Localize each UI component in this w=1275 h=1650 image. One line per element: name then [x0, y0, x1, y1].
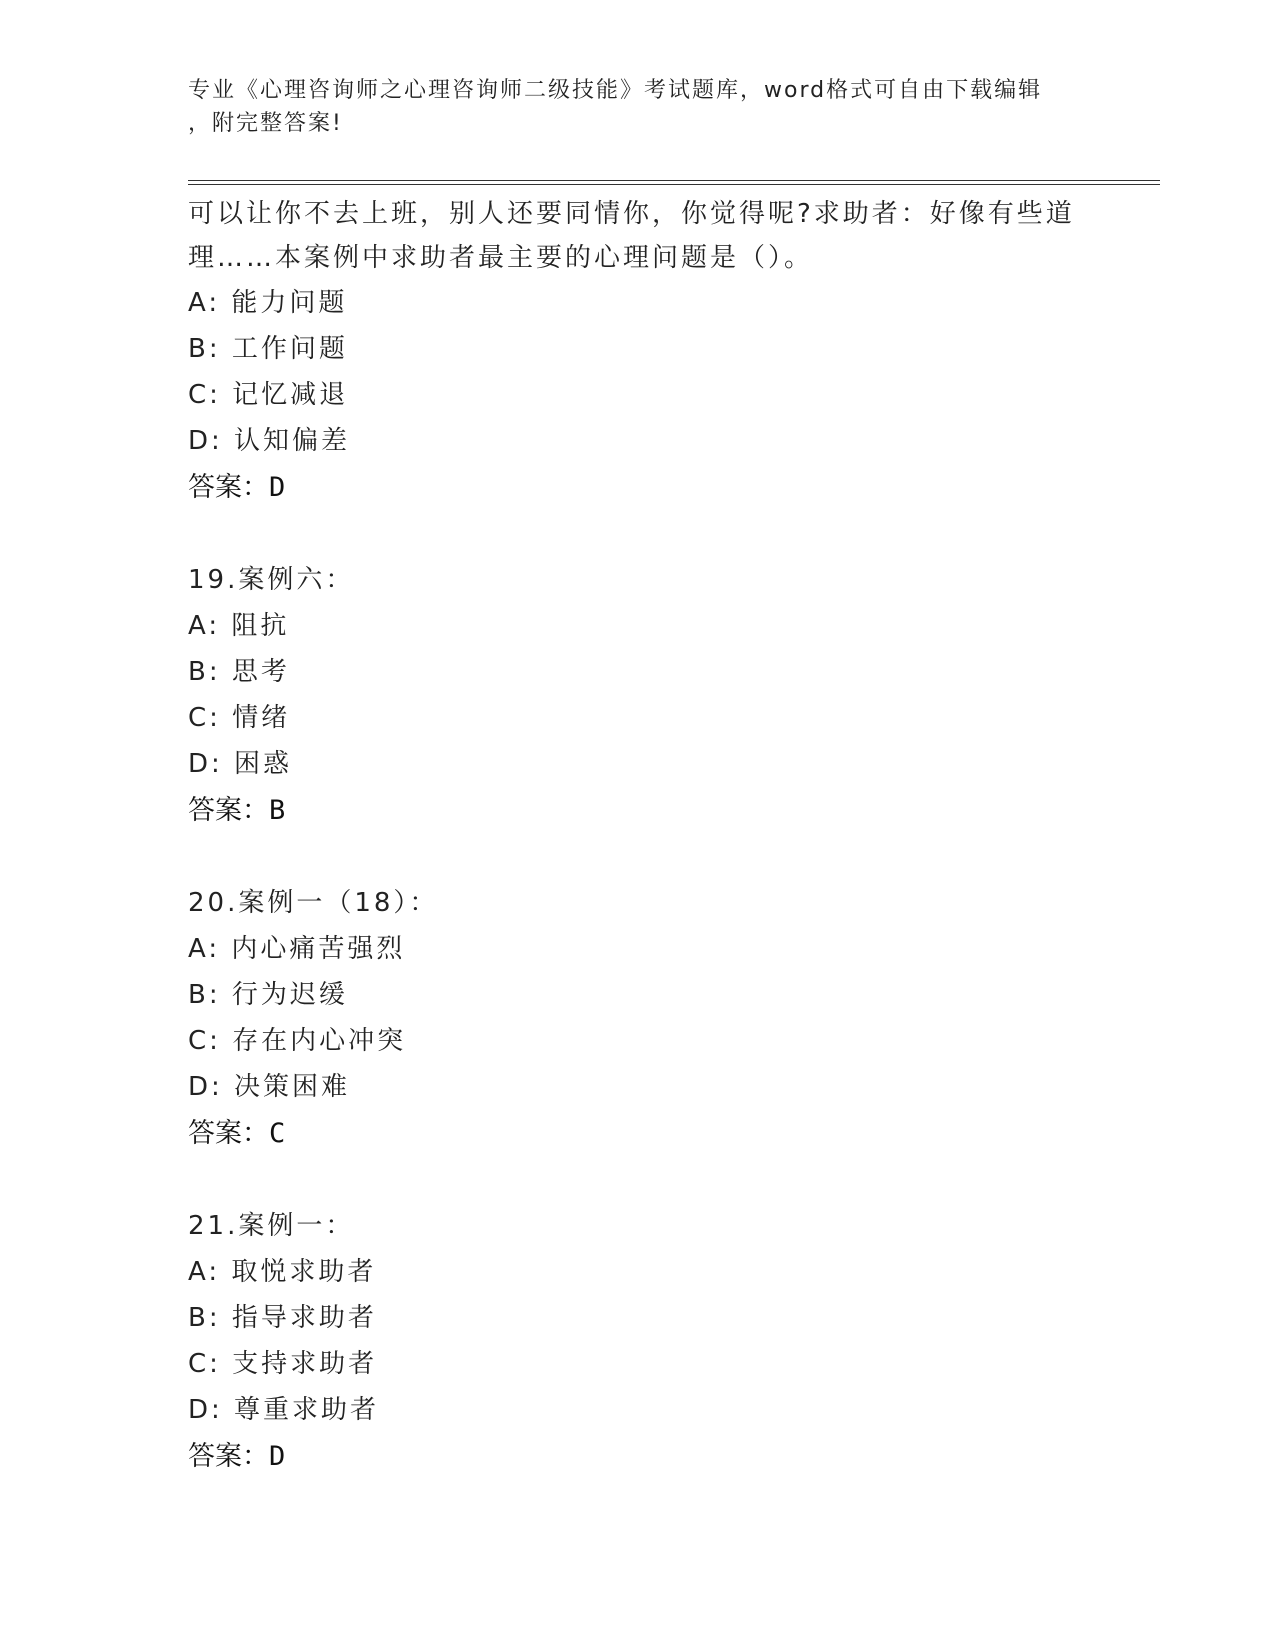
- answer-label: 答案：: [188, 795, 269, 825]
- question-title: 20.案例一（18）：: [188, 888, 439, 918]
- question-18: [188, 192, 1088, 511]
- option-d: D: 决策困难: [188, 1072, 351, 1102]
- question-19: [188, 557, 1088, 834]
- option-d: D: 困惑: [188, 749, 293, 779]
- answer-value: D: [269, 1441, 286, 1472]
- question-20: [188, 880, 1088, 1157]
- option-c: C: 记忆减退: [188, 380, 349, 410]
- answer-value: D: [269, 472, 286, 503]
- answer-label: 答案：: [188, 1118, 269, 1148]
- question-title: 21.案例一：: [188, 1211, 355, 1241]
- option-b: B: 行为迟缓: [188, 980, 348, 1010]
- option-c: C: 情绪: [188, 703, 291, 733]
- option-b: B: 工作问题: [188, 334, 348, 364]
- header-divider: [188, 180, 1160, 185]
- option-a: A: 取悦求助者: [188, 1257, 377, 1287]
- answer-line: [188, 1110, 1088, 1157]
- option-b: B: 思考: [188, 657, 290, 687]
- option-c: C: 存在内心冲突: [188, 1026, 407, 1056]
- answer-line: [188, 787, 1088, 834]
- option-c: C: 支持求助者: [188, 1349, 378, 1379]
- question-21: [188, 1203, 1088, 1480]
- answer-value: B: [269, 795, 286, 826]
- question-list: [188, 192, 1088, 1480]
- option-a: A: 能力问题: [188, 288, 348, 318]
- option-a: A: 内心痛苦强烈: [188, 934, 406, 964]
- answer-label: 答案：: [188, 472, 269, 502]
- option-d: D: 尊重求助者: [188, 1395, 380, 1425]
- option-a: A: 阻抗: [188, 611, 290, 641]
- answer-value: C: [269, 1118, 286, 1149]
- header-line-1: 专业《心理咨询师之心理咨询师二级技能》考试题库，word格式可自由下载编辑: [188, 78, 1043, 103]
- question-title: 19.案例六：: [188, 565, 355, 595]
- header-line-2: ，附完整答案!: [188, 111, 343, 136]
- option-b: B: 指导求助者: [188, 1303, 377, 1333]
- question-stem-line: 理……本案例中求助者最主要的心理问题是（）。: [188, 243, 814, 273]
- answer-line: [188, 464, 1088, 511]
- page-header: [188, 74, 1088, 140]
- option-d: D: 认知偏差: [188, 426, 351, 456]
- answer-label: 答案：: [188, 1441, 269, 1471]
- answer-line: [188, 1433, 1088, 1480]
- question-stem-line: 可以让你不去上班，别人还要同情你，你觉得呢?求助者：好像有些道: [188, 199, 1075, 229]
